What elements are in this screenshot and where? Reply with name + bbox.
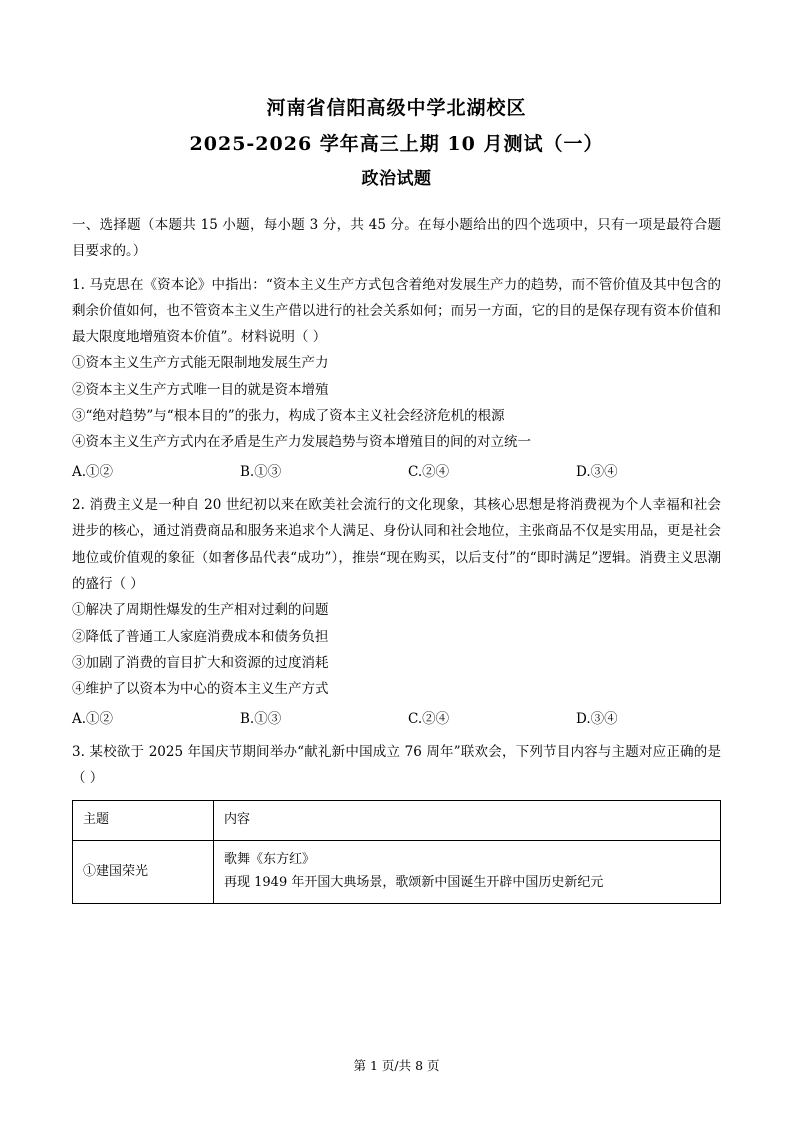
question-2-option-c[interactable]: C.②④ bbox=[408, 710, 450, 727]
page-footer: 第 1 页/共 8 页 bbox=[353, 1058, 440, 1073]
question-2 bbox=[72, 492, 721, 732]
question-2-statement-4: ④维护了以资本为中心的资本主义生产方式 bbox=[72, 681, 329, 698]
table-cell-content-line-1: 歌舞《东方红》 bbox=[224, 852, 316, 868]
question-1-option-d[interactable]: D.③④ bbox=[576, 463, 618, 480]
question-1-text: 马克思在《资本论》中指出：“资本主义生产方式包含着绝对发展生产力的趋势，而不管价值及其中包含的剩余价值如何，也不管资本主义生产借以进行的社会关系如何；而另一方面，它的目的是保存现有资本价值和最大限度地增殖资本价值”。材料说明（ ） bbox=[72, 276, 721, 346]
question-3-number: 3. bbox=[72, 743, 85, 760]
question-3 bbox=[72, 739, 721, 904]
school-name: 河南省信阳高级中学北湖校区 bbox=[266, 97, 527, 119]
question-2-option-b[interactable]: B.①③ bbox=[240, 710, 282, 727]
question-2-stem bbox=[72, 492, 721, 597]
question-2-options bbox=[72, 706, 721, 732]
question-3-table bbox=[72, 800, 721, 903]
question-2-number: 2. bbox=[72, 497, 85, 513]
section-one-heading: 一、选择题（本题共 15 小题，每小题 3 分，共 45 分。在每小题给出的四个选项中，只有一项是最符合题目要求的。） bbox=[72, 216, 721, 260]
question-1-statement-2: ②资本主义生产方式唯一目的就是资本增殖 bbox=[72, 381, 329, 398]
question-1-option-b[interactable]: B.①③ bbox=[240, 463, 282, 480]
question-1-options bbox=[72, 459, 721, 485]
question-2-option-d[interactable]: D.③④ bbox=[576, 710, 618, 727]
table-cell-theme: ①建国荣光 bbox=[73, 841, 214, 904]
question-1-option-c[interactable]: C.②④ bbox=[408, 463, 450, 480]
table-cell-content bbox=[214, 841, 721, 904]
exam-title-block bbox=[72, 90, 721, 198]
question-2-statement-2: ②降低了普通工人家庭消费成本和债务负担 bbox=[72, 628, 329, 645]
table-cell-content-line-2: 再现 1949 年开国大典场景，歌颂新中国诞生开辟中国历史新纪元 bbox=[224, 874, 604, 890]
question-3-stem bbox=[72, 739, 721, 792]
exam-name: 2025-2026 学年高三上期 10 月测试（一） bbox=[189, 133, 604, 156]
question-1-statement-1: ①资本主义生产方式能无限制地发展生产力 bbox=[72, 355, 329, 372]
question-2-text: 消费主义是一种自 20 世纪初以来在欧美社会流行的文化现象，其核心思想是将消费视为个人幸福和社会进步的核心，通过消费商品和服务来追求个人满足、身份认同和社会地位，主张商品不仅是实用品，更是社会地位或价值观的象征（如奢侈品代表“成功”），推崇“现在购买，以后支付”的“即时满足”逻辑。消费主义思潮的盛行（ ） bbox=[72, 497, 721, 592]
subject-name: 政治试题 bbox=[361, 169, 432, 190]
question-3-text: 某校欲于 2025 年国庆节期间举办“献礼新中国成立 76 周年”联欢会，下列节目内容与主题对应正确的是（ ） bbox=[72, 743, 721, 787]
table-row bbox=[73, 841, 721, 904]
question-1-stem bbox=[72, 272, 721, 351]
question-2-statement-1: ①解决了周期性爆发的生产相对过剩的问题 bbox=[72, 602, 329, 619]
table-header-content: 内容 bbox=[214, 801, 721, 841]
question-2-option-a[interactable]: A.①② bbox=[72, 710, 114, 727]
question-1 bbox=[72, 272, 721, 486]
question-1-option-a[interactable]: A.①② bbox=[72, 463, 114, 480]
table-header-row bbox=[73, 801, 721, 841]
question-2-statement-3: ③加剧了消费的盲目扩大和资源的过度消耗 bbox=[72, 654, 329, 671]
question-1-statement-3: ③“绝对趋势”与“根本目的”的张力，构成了资本主义社会经济危机的根源 bbox=[72, 408, 505, 425]
question-1-statement-4: ④资本主义生产方式内在矛盾是生产力发展趋势与资本增殖目的间的对立统一 bbox=[72, 434, 531, 451]
table-header-theme: 主题 bbox=[73, 801, 214, 841]
question-1-number: 1. bbox=[72, 276, 85, 293]
